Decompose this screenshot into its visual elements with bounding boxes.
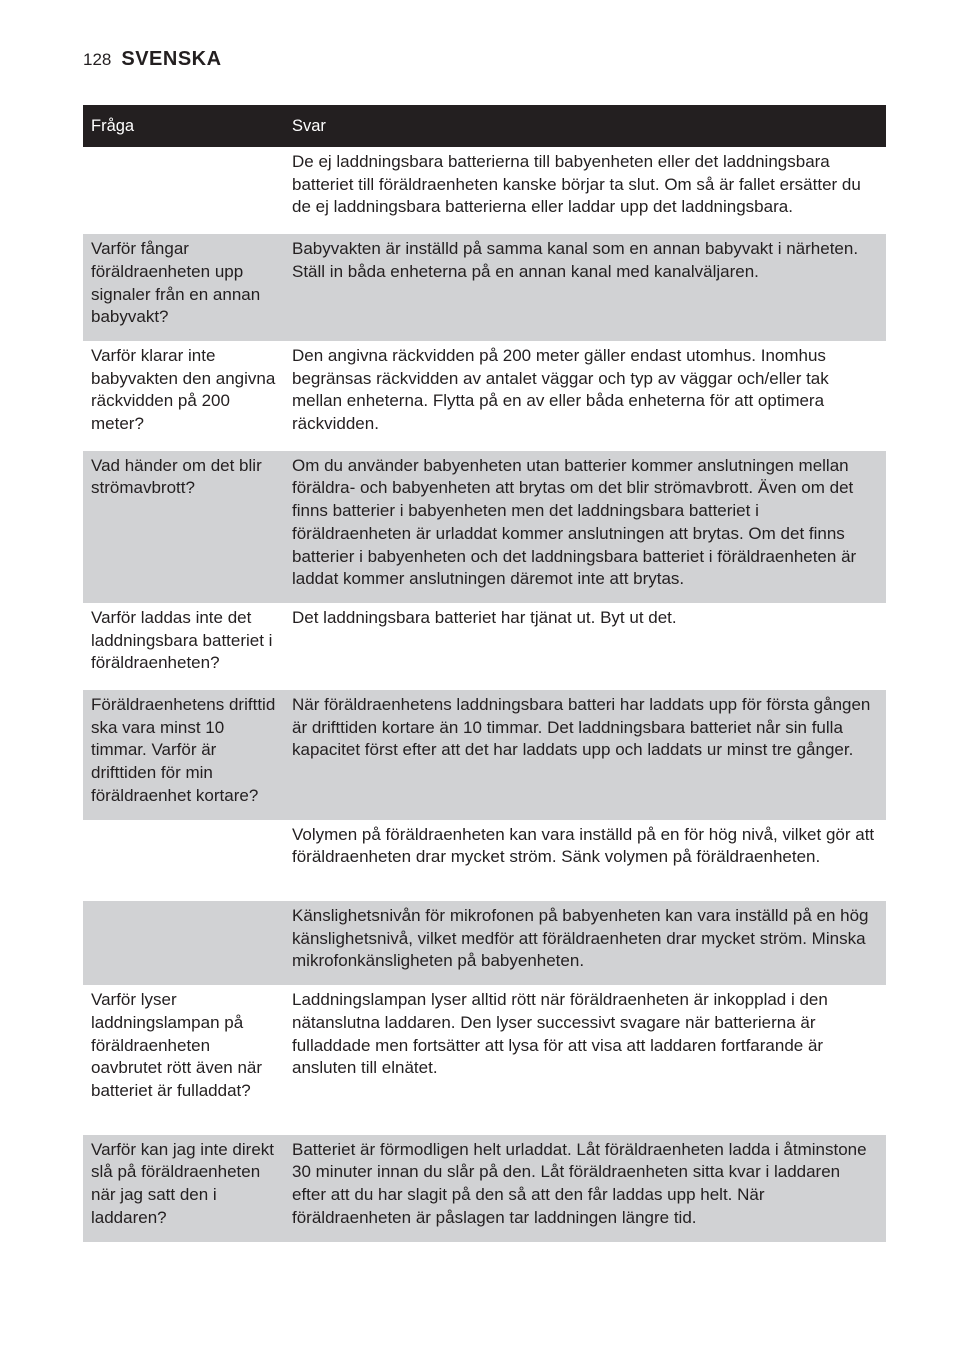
answer-cell: Babyvakten är inställd på samma kanal som en annan babyvakt i närheten. Ställ in båda enheterna på en annan kanal med kanalväljaren. — [284, 233, 886, 341]
table-row — [83, 689, 886, 820]
table-row — [83, 233, 886, 341]
faq-table — [83, 105, 886, 1242]
table-row — [83, 1133, 886, 1241]
answer-cell: Om du använder babyenheten utan batterier kommer anslutningen mellan föräldra- och babyenheten att brytas om det blir strömavbrott. Även om det finns batterier i babyenheten men det laddningsbara batteriet i föräldraenheten är urladdat kommer anslutningen att brytas. Om det finns batterier i babyenheten och det laddningsbara batteriet i föräldraenheten är laddat kommer anslutningen däremot inte att brytas. — [284, 449, 886, 603]
column-header-question: Fråga — [83, 105, 284, 147]
answer-cell: De ej laddningsbara batterierna till babyenheten eller det laddningsbara batteriet till föräldraenheten kanske börjar ta slut. Om så är fallet ersätter du de ej laddningsbara batterierna eller laddar upp det laddningsbara. — [292, 152, 861, 217]
answer-cell: Det laddningsbara batteriet har tjänat ut. Byt ut det. — [292, 607, 677, 627]
page-header — [83, 48, 222, 74]
table-row — [83, 900, 886, 986]
answer-cell: Volymen på föräldraenheten kan vara inställd på en för hög nivå, vilket gör att föräldraenheten drar mycket ström. Sänk volymen på föräldraenheten. — [292, 824, 875, 867]
question-cell: Varför laddas inte det laddningsbara batteriet i föräldraenheten? — [91, 607, 273, 673]
answer-cell: Den angivna räckvidden på 200 meter gäller endast utomhus. Inomhus begränsas räckvidden av antalet väggar och typ av väggar och/eller tak mellan enheterna. Flytta på en av eller båda enheterna för att optimera räckvidden. — [292, 345, 829, 434]
answer-cell: Laddningslampan lyser alltid rött när föräldraenheten är inkopplad i den nätanslutna laddaren. Den lyser successivt svagare när batterierna är fulladdade men fortsätter att lysa för att visa att laddaren fortfarande är ansluten till elnätet. — [292, 990, 828, 1078]
question-cell — [83, 147, 284, 233]
page-language-title: SVENSKA — [121, 48, 222, 70]
question-cell: Föräldraenhetens drifttid ska vara minst 10 timmar. Varför är drifttiden för min föräldraenhet kortare? — [83, 689, 284, 820]
answer-cell: Batteriet är förmodligen helt urladdat. Låt föräldraenheten ladda i åtminstone 30 minuter innan du slår på den. Låt föräldraenheten sitta kvar i laddaren efter att du har slagit på den så att den får laddas upp helt. När föräldraenheten är påslagen tar laddningen längre tid. — [284, 1133, 886, 1241]
question-cell: Varför kan jag inte direkt slå på föräldraenheten när jag satt den i laddaren? — [83, 1133, 284, 1241]
question-cell: Varför fångar föräldraenheten upp signaler från en annan babyvakt? — [83, 233, 284, 341]
table-row — [83, 603, 886, 689]
table-row — [83, 985, 886, 1133]
question-cell — [83, 820, 284, 900]
table-header-row — [83, 105, 886, 147]
question-cell: Vad händer om det blir strömavbrott? — [83, 449, 284, 603]
answer-cell: När föräldraenhetens laddningsbara batteri har laddats upp för första gången är drifttiden kortare än 10 timmar. Det laddningsbara batteriet når sin fulla kapacitet först efter att det har laddats upp och laddats ur minst tre gånger. — [284, 689, 886, 820]
table-row — [83, 449, 886, 603]
table-row — [83, 147, 886, 233]
table-row — [83, 820, 886, 900]
answer-cell: Känslighetsnivån för mikrofonen på babyenheten kan vara inställd på en hög känslighetsnivå, vilket medför att föräldraenheten drar mycket ström. Minska mikrofonkänsligheten på babyenheten. — [284, 900, 886, 986]
question-cell: Varför lyser laddningslampan på föräldraenheten oavbrutet rött även när batteriet är fulladdat? — [91, 990, 263, 1100]
question-cell: Varför klarar inte babyvakten den angivna räckvidden på 200 meter? — [91, 345, 276, 434]
column-header-answer: Svar — [284, 105, 886, 147]
page-number: 128 — [83, 50, 112, 69]
question-cell — [83, 900, 284, 986]
table-row — [83, 341, 886, 449]
